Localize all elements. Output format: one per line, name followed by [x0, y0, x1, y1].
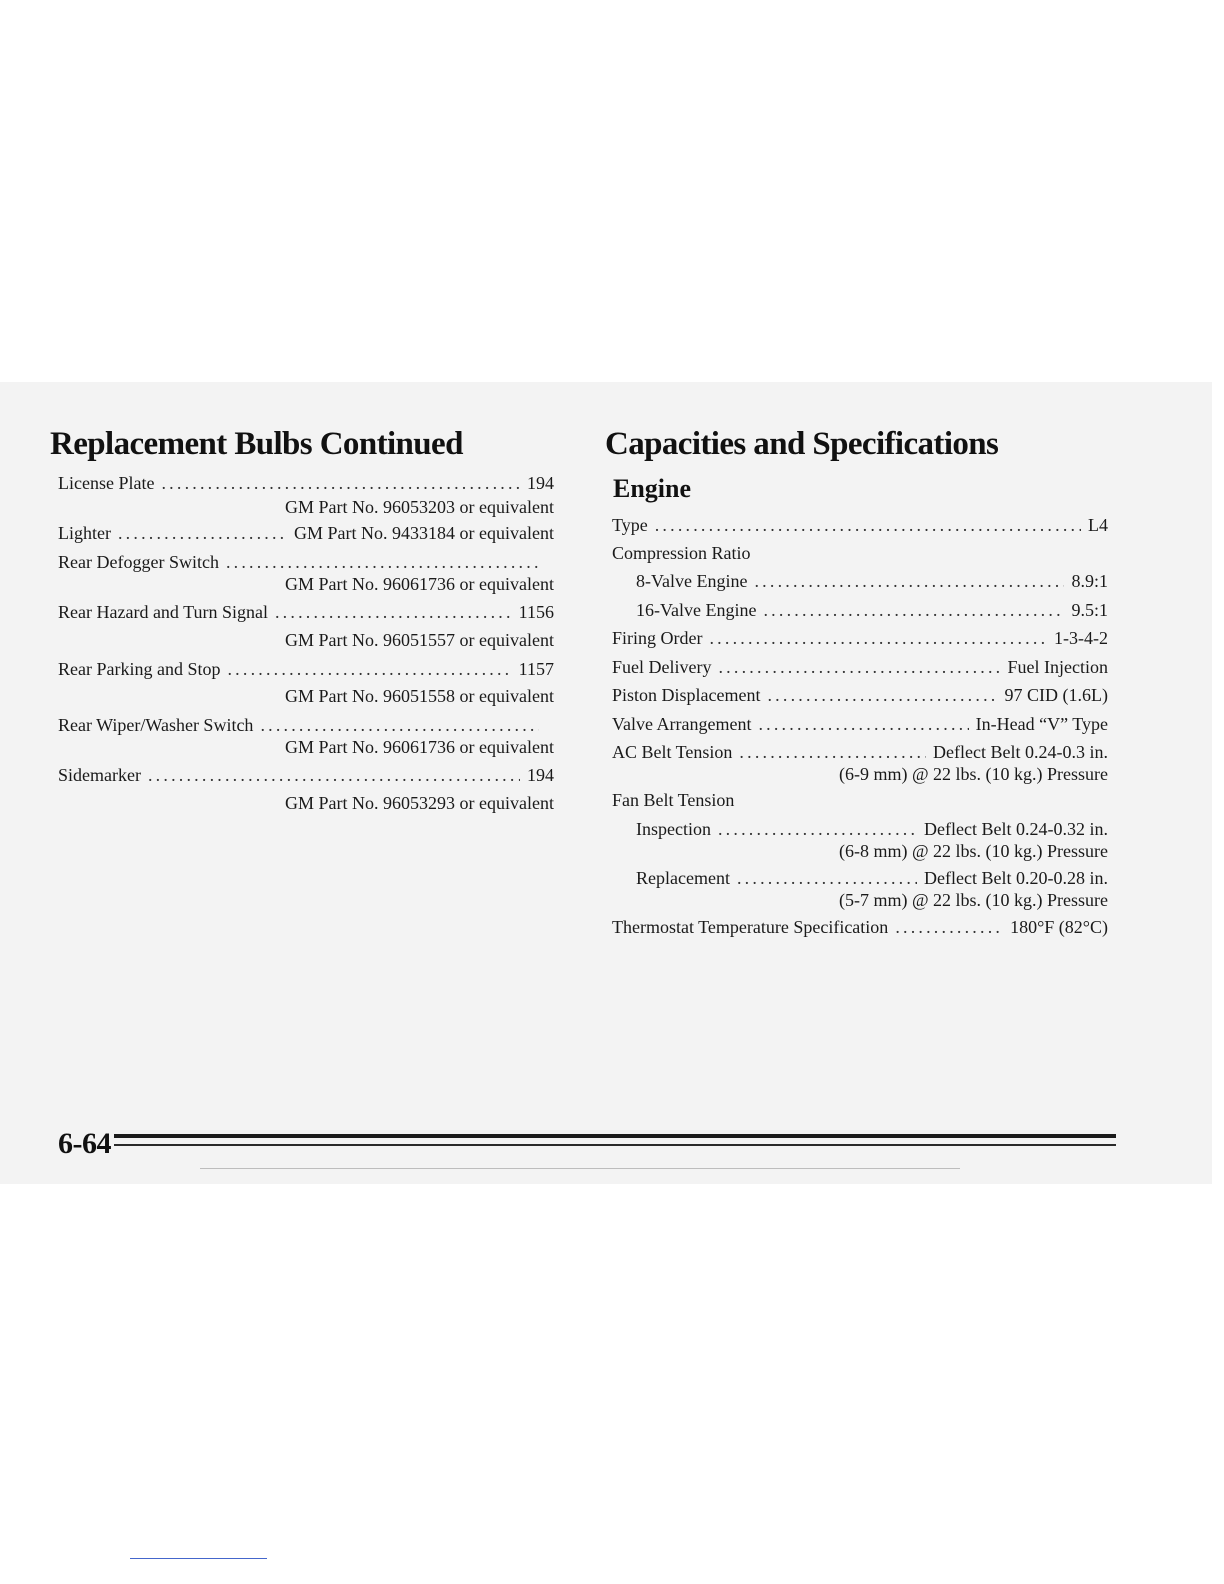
- spec-row-fuel-delivery: [612, 655, 1108, 679]
- part-number: GM Part No. 96053293 or equivalent: [285, 793, 554, 813]
- spec-label: Rear Parking and Stop: [58, 659, 221, 679]
- spec-value: L4: [1088, 515, 1108, 535]
- spec-label: AC Belt Tension: [612, 742, 733, 762]
- dot-leader: [754, 569, 1064, 593]
- spec-label: Replacement: [636, 868, 730, 888]
- spec-heading-compression-ratio: Compression Ratio: [612, 543, 751, 563]
- spec-row-license-plate: [58, 471, 554, 495]
- spec-label: Firing Order: [612, 628, 703, 648]
- spec-continuation: (6-8 mm) @ 22 lbs. (10 kg.) Pressure: [838, 841, 1108, 861]
- spec-row-lighter: [58, 521, 554, 545]
- dot-leader: [709, 626, 1047, 650]
- spec-row-valve-arrangement: [612, 712, 1108, 736]
- dot-leader: [148, 763, 520, 787]
- spec-row-sidemarker: [58, 763, 554, 787]
- spec-row-rear-hazard-turn-signal: [58, 600, 554, 624]
- spec-label: Inspection: [636, 819, 711, 839]
- spec-value: 194: [527, 473, 554, 493]
- spec-label: Valve Arrangement: [612, 714, 752, 734]
- spec-label: Piston Displacement: [612, 685, 761, 705]
- spec-label: Sidemarker: [58, 765, 141, 785]
- dot-leader: [739, 740, 926, 764]
- dot-leader: [758, 712, 968, 736]
- spec-label: Lighter: [58, 523, 111, 543]
- spec-value: Deflect Belt 0.24-0.32 in.: [924, 819, 1108, 839]
- spec-label: License Plate: [58, 473, 155, 493]
- dot-leader: [118, 521, 287, 545]
- spec-value: GM Part No. 9433184 or equivalent: [294, 523, 554, 543]
- spec-value: 97 CID (1.6L): [1004, 685, 1108, 705]
- spec-value: 9.5:1: [1071, 600, 1108, 620]
- part-number: GM Part No. 96061736 or equivalent: [285, 737, 554, 757]
- dot-leader: [275, 600, 512, 624]
- spec-row-rear-parking-stop: [58, 657, 554, 681]
- spec-row-type: [612, 513, 1108, 537]
- spec-value: 1157: [518, 659, 554, 679]
- spec-value: In-Head “V” Type: [975, 714, 1108, 734]
- dot-leader: [655, 513, 1081, 537]
- spec-row-inspection: [636, 817, 1108, 841]
- dot-leader: [161, 471, 520, 495]
- part-number: GM Part No. 96051558 or equivalent: [285, 686, 554, 706]
- section-title-replacement-bulbs: Replacement Bulbs Continued: [50, 426, 463, 462]
- part-number: GM Part No. 96051557 or equivalent: [285, 630, 554, 650]
- spec-label: Thermostat Temperature Specification: [612, 917, 889, 937]
- spec-value: 8.9:1: [1071, 571, 1108, 591]
- spec-label: Rear Hazard and Turn Signal: [58, 602, 268, 622]
- spec-heading-fan-belt-tension: Fan Belt Tension: [612, 790, 735, 810]
- spec-value: 180°F (82°C): [1010, 917, 1108, 937]
- spec-label: Fuel Delivery: [612, 657, 712, 677]
- spec-row-replacement: [636, 866, 1108, 890]
- part-number: GM Part No. 96053203 or equivalent: [285, 497, 554, 517]
- spec-label: 8-Valve Engine: [636, 571, 748, 591]
- spec-label: Rear Defogger Switch: [58, 552, 219, 572]
- spec-value: 194: [527, 765, 554, 785]
- footer-rule-secondary: [114, 1144, 1116, 1146]
- subsection-title-engine: Engine: [613, 474, 692, 503]
- spec-continuation: (6-9 mm) @ 22 lbs. (10 kg.) Pressure: [838, 764, 1108, 784]
- dot-leader: [226, 550, 539, 574]
- spec-row-8-valve-engine: [636, 569, 1108, 593]
- spec-row-16-valve-engine: [636, 598, 1108, 622]
- dot-leader: [895, 915, 1003, 939]
- footer-rule-faint: [200, 1168, 960, 1169]
- spec-row-ac-belt-tension: [612, 740, 1108, 764]
- dot-leader: [718, 655, 1000, 679]
- dot-leader: [767, 683, 997, 707]
- bottom-underline: [130, 1558, 267, 1559]
- dot-leader: [737, 866, 917, 890]
- footer-rule: [114, 1134, 1116, 1138]
- part-number: GM Part No. 96061736 or equivalent: [285, 574, 554, 594]
- spec-row-piston-displacement: [612, 683, 1108, 707]
- dot-leader: [260, 713, 539, 737]
- spec-row-firing-order: [612, 626, 1108, 650]
- spec-row-thermostat-temperature: [612, 915, 1108, 939]
- spec-label: Rear Wiper/Washer Switch: [58, 715, 254, 735]
- dot-leader: [718, 817, 917, 841]
- dot-leader: [763, 598, 1064, 622]
- spec-value: Deflect Belt 0.20-0.28 in.: [924, 868, 1108, 888]
- dot-leader: [227, 657, 511, 681]
- spec-value: Fuel Injection: [1007, 657, 1108, 677]
- spec-value: Deflect Belt 0.24-0.3 in.: [933, 742, 1108, 762]
- page-number: 6-64: [58, 1127, 111, 1160]
- spec-value: 1156: [518, 602, 554, 622]
- spec-row-rear-wiper-washer-switch: [58, 713, 546, 737]
- spec-label: Type: [612, 515, 648, 535]
- spec-row-rear-defogger-switch: [58, 550, 546, 574]
- spec-value: 1-3-4-2: [1054, 628, 1108, 648]
- spec-label: 16-Valve Engine: [636, 600, 757, 620]
- spec-continuation: (5-7 mm) @ 22 lbs. (10 kg.) Pressure: [838, 890, 1108, 910]
- section-title-capacities-specifications: Capacities and Specifications: [605, 426, 999, 462]
